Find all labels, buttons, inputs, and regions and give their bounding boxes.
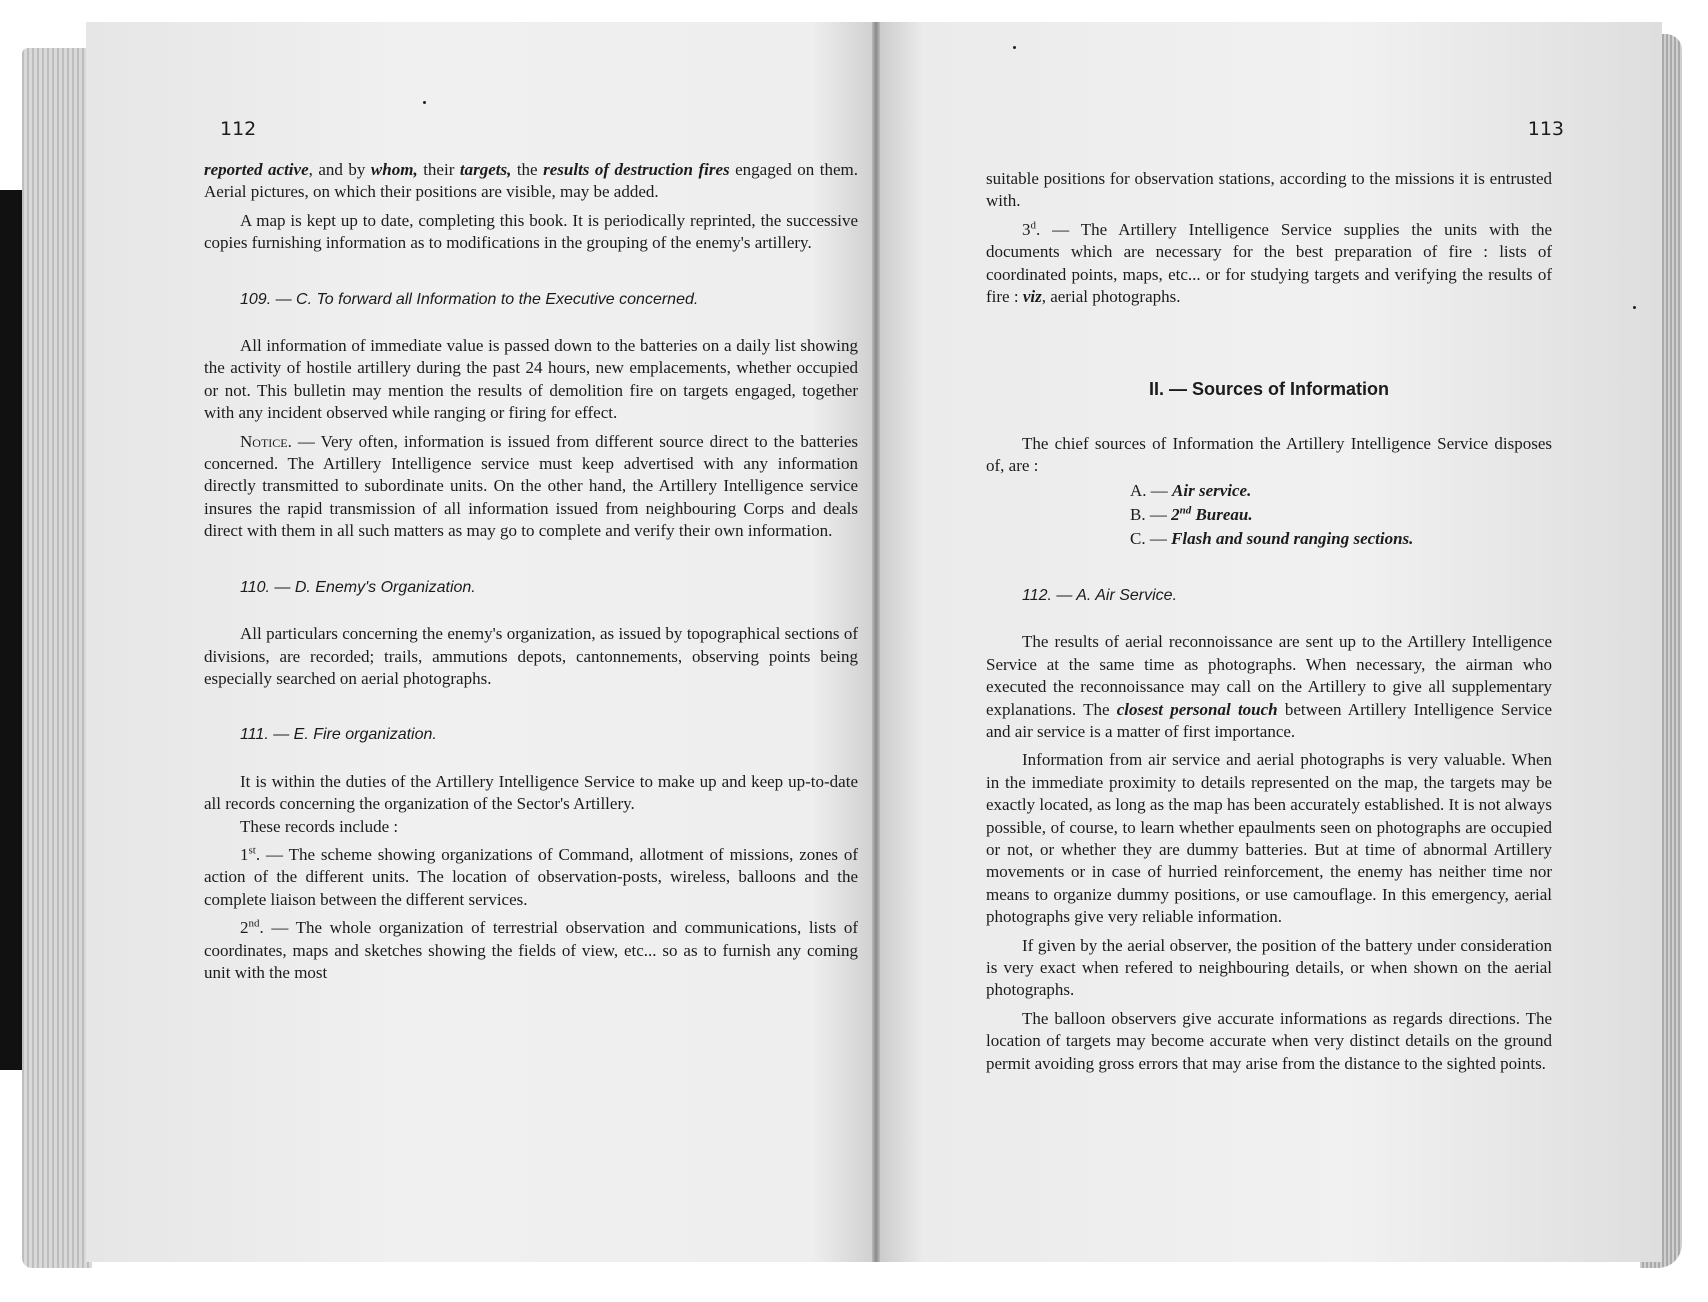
left-page-stack <box>22 48 92 1268</box>
list-paragraph-3d <box>986 219 1552 309</box>
text-run: . — The whole organization of terrestrial observation and communications, lists of coordinates, maps and sketches showing the fields of view, etc... so as to furnish any coming unit with the most <box>204 918 858 982</box>
ordinal-suffix: nd <box>248 917 260 930</box>
paragraph: The chief sources of Information the Artillery Intelligence Service disposes of, are : <box>986 433 1552 476</box>
right-page-body <box>986 168 1552 1075</box>
text-run: . — The scheme showing organizations of Command, allotment of missions, zones of action of the different units. The location of observation-posts, wireless, balloons and the complete liaison between the different services. <box>204 844 858 909</box>
ordinal: 2 <box>1171 505 1180 525</box>
section-heading-110: 110. — D. Enemy's Organization. <box>240 578 476 596</box>
ordinal: 3 <box>1022 219 1031 239</box>
right-page <box>876 22 1662 1262</box>
left-page <box>86 22 876 1262</box>
notice-paragraph <box>204 431 858 543</box>
book-gutter <box>872 22 880 1262</box>
text-run: . — The Artillery Intelligence Service supplies the units with the documents which are necessary for the best preparation of fire : lists of coordinated points, maps, etc... or for studying targets and verifying the results of fire : <box>986 219 1552 307</box>
emphasis: closest personal touch <box>1116 699 1278 719</box>
section-heading-112: 112. — A. Air Service. <box>1022 586 1178 604</box>
text-run: between Artillery Intelligence Service and air service is a matter of first importance. <box>986 699 1553 741</box>
ordinal: 1 <box>240 844 249 864</box>
page-number: 113 <box>1527 118 1564 140</box>
emphasis: reported active <box>204 160 309 179</box>
emphasis: targets, <box>459 160 512 179</box>
text-run: , aerial photographs. <box>1041 287 1181 307</box>
paragraph <box>204 159 858 204</box>
paragraph: If given by the aerial observer, the position of the battery under consideration is very exact when refered to neighbouring details, or when shown on the aerial photographs. <box>986 935 1552 1000</box>
ordinal-suffix: st <box>248 844 256 857</box>
list-paragraph-2nd <box>204 917 858 984</box>
paragraph: A map is kept up to date, completing this book. It is periodically reprinted, the successive copies furnishing information as to modifications in the grouping of the enemy's artillery. <box>204 210 858 253</box>
list-letter: A. — <box>1130 480 1168 500</box>
section-heading-109: 109. — C. To forward all Information to the Executive concerned. <box>240 290 699 308</box>
text-run: Bureau. <box>1191 505 1253 525</box>
ordinal-suffix: d <box>1030 219 1036 232</box>
source-list-item <box>986 480 1552 502</box>
text-run: The results of aerial reconnoissance are sent up to the Artillery Intelligence Service at the same time as photographs. When necessary, the airman who executed the reconnoissance may call on the Artillery to give all supplementary explanations. The <box>986 632 1552 719</box>
paragraph: All particulars concerning the enemy's organization, as issued by topographical sections of divisions, are recorded; trails, ammutions depots, cantonnements, observing points being especially searched on aerial photographs. <box>204 624 858 688</box>
list-letter: C. — <box>1130 529 1167 549</box>
section-title: II. — Sources of Information <box>1148 379 1390 400</box>
list-paragraph-1st <box>204 844 858 911</box>
paragraph: All information of immediate value is passed down to the batteries on a daily list showing the activity of hostile artillery during the past 24 hours, new emplacements, whether occupied or not. This bulletin may mention the results of demolition fire on targets engaged, together with any incident observed while ranging or firing for effect. <box>204 336 858 423</box>
text-run: — Very often, information is issued from different source direct to the batteries concerned. The Artillery Intelligence service must keep advertised with any information directly transmitted to subordinate units. On the other hand, the Artillery Intelligence service insures the rapid transmission of all information issued from neighbouring Corps and deals direct with them in all such matters as may go to complete and verify their own information. <box>204 431 858 541</box>
paragraph: The balloon observers give accurate informations as regards directions. The location of targets may become accurate when very distinct details on the ground permit avoiding gross errors that may arise from the distance to the sighted points. <box>986 1008 1552 1073</box>
ordinal-suffix: nd <box>1179 504 1192 517</box>
paragraph: These records include : <box>240 816 399 836</box>
ordinal: 2 <box>240 918 249 938</box>
dark-background-edge <box>0 190 24 1070</box>
notice-label: Notice. <box>240 431 292 451</box>
list-text <box>1171 505 1253 524</box>
print-speck <box>423 101 426 104</box>
paragraph <box>986 631 1552 743</box>
emphasis: results of destruction fires <box>543 160 730 179</box>
text-run: the <box>511 160 544 179</box>
source-list-item <box>986 504 1552 526</box>
section-heading-111: 111. — E. Fire organization. <box>240 726 437 744</box>
page-number: 112 <box>220 118 257 140</box>
text-run: their <box>417 160 460 179</box>
paragraph: suitable positions for observation stations, according to the missions it is entrusted with. <box>986 169 1552 211</box>
paragraph: It is within the duties of the Artillery Intelligence Service to make up and keep up-to-date all records concerning the organization of the Sector's Artillery. <box>204 771 858 814</box>
list-text: Flash and sound ranging sections. <box>1171 529 1414 549</box>
list-text: Air service. <box>1172 480 1252 500</box>
text-run: engaged on them. Aerial pictures, on which their positions are visible, may be added. <box>204 160 858 202</box>
print-speck <box>1013 46 1016 49</box>
paragraph: Information from air service and aerial photographs is very valuable. When in the immediate proximity to details represented on the map, the targets may be exactly located, as long as the map has been accurately established. It is not always possible, of course, to learn whether epaulments seen on photographs are occupied or not, or whether they are dummy batteries. But at time of abnormal Artillery movements or in case of hurried reinforcement, the enemy has neither time nor means to organize dummy positions, or use camouflage. In this emergency, aerial photographs give very reliable information. <box>986 750 1552 927</box>
emphasis: whom, <box>370 160 418 179</box>
left-page-body <box>204 159 858 984</box>
text-run: , and by <box>308 160 371 179</box>
emphasis: viz <box>1022 287 1042 307</box>
print-speck <box>1633 306 1636 309</box>
source-list-item <box>986 528 1552 550</box>
list-letter: B. — <box>1130 505 1167 525</box>
